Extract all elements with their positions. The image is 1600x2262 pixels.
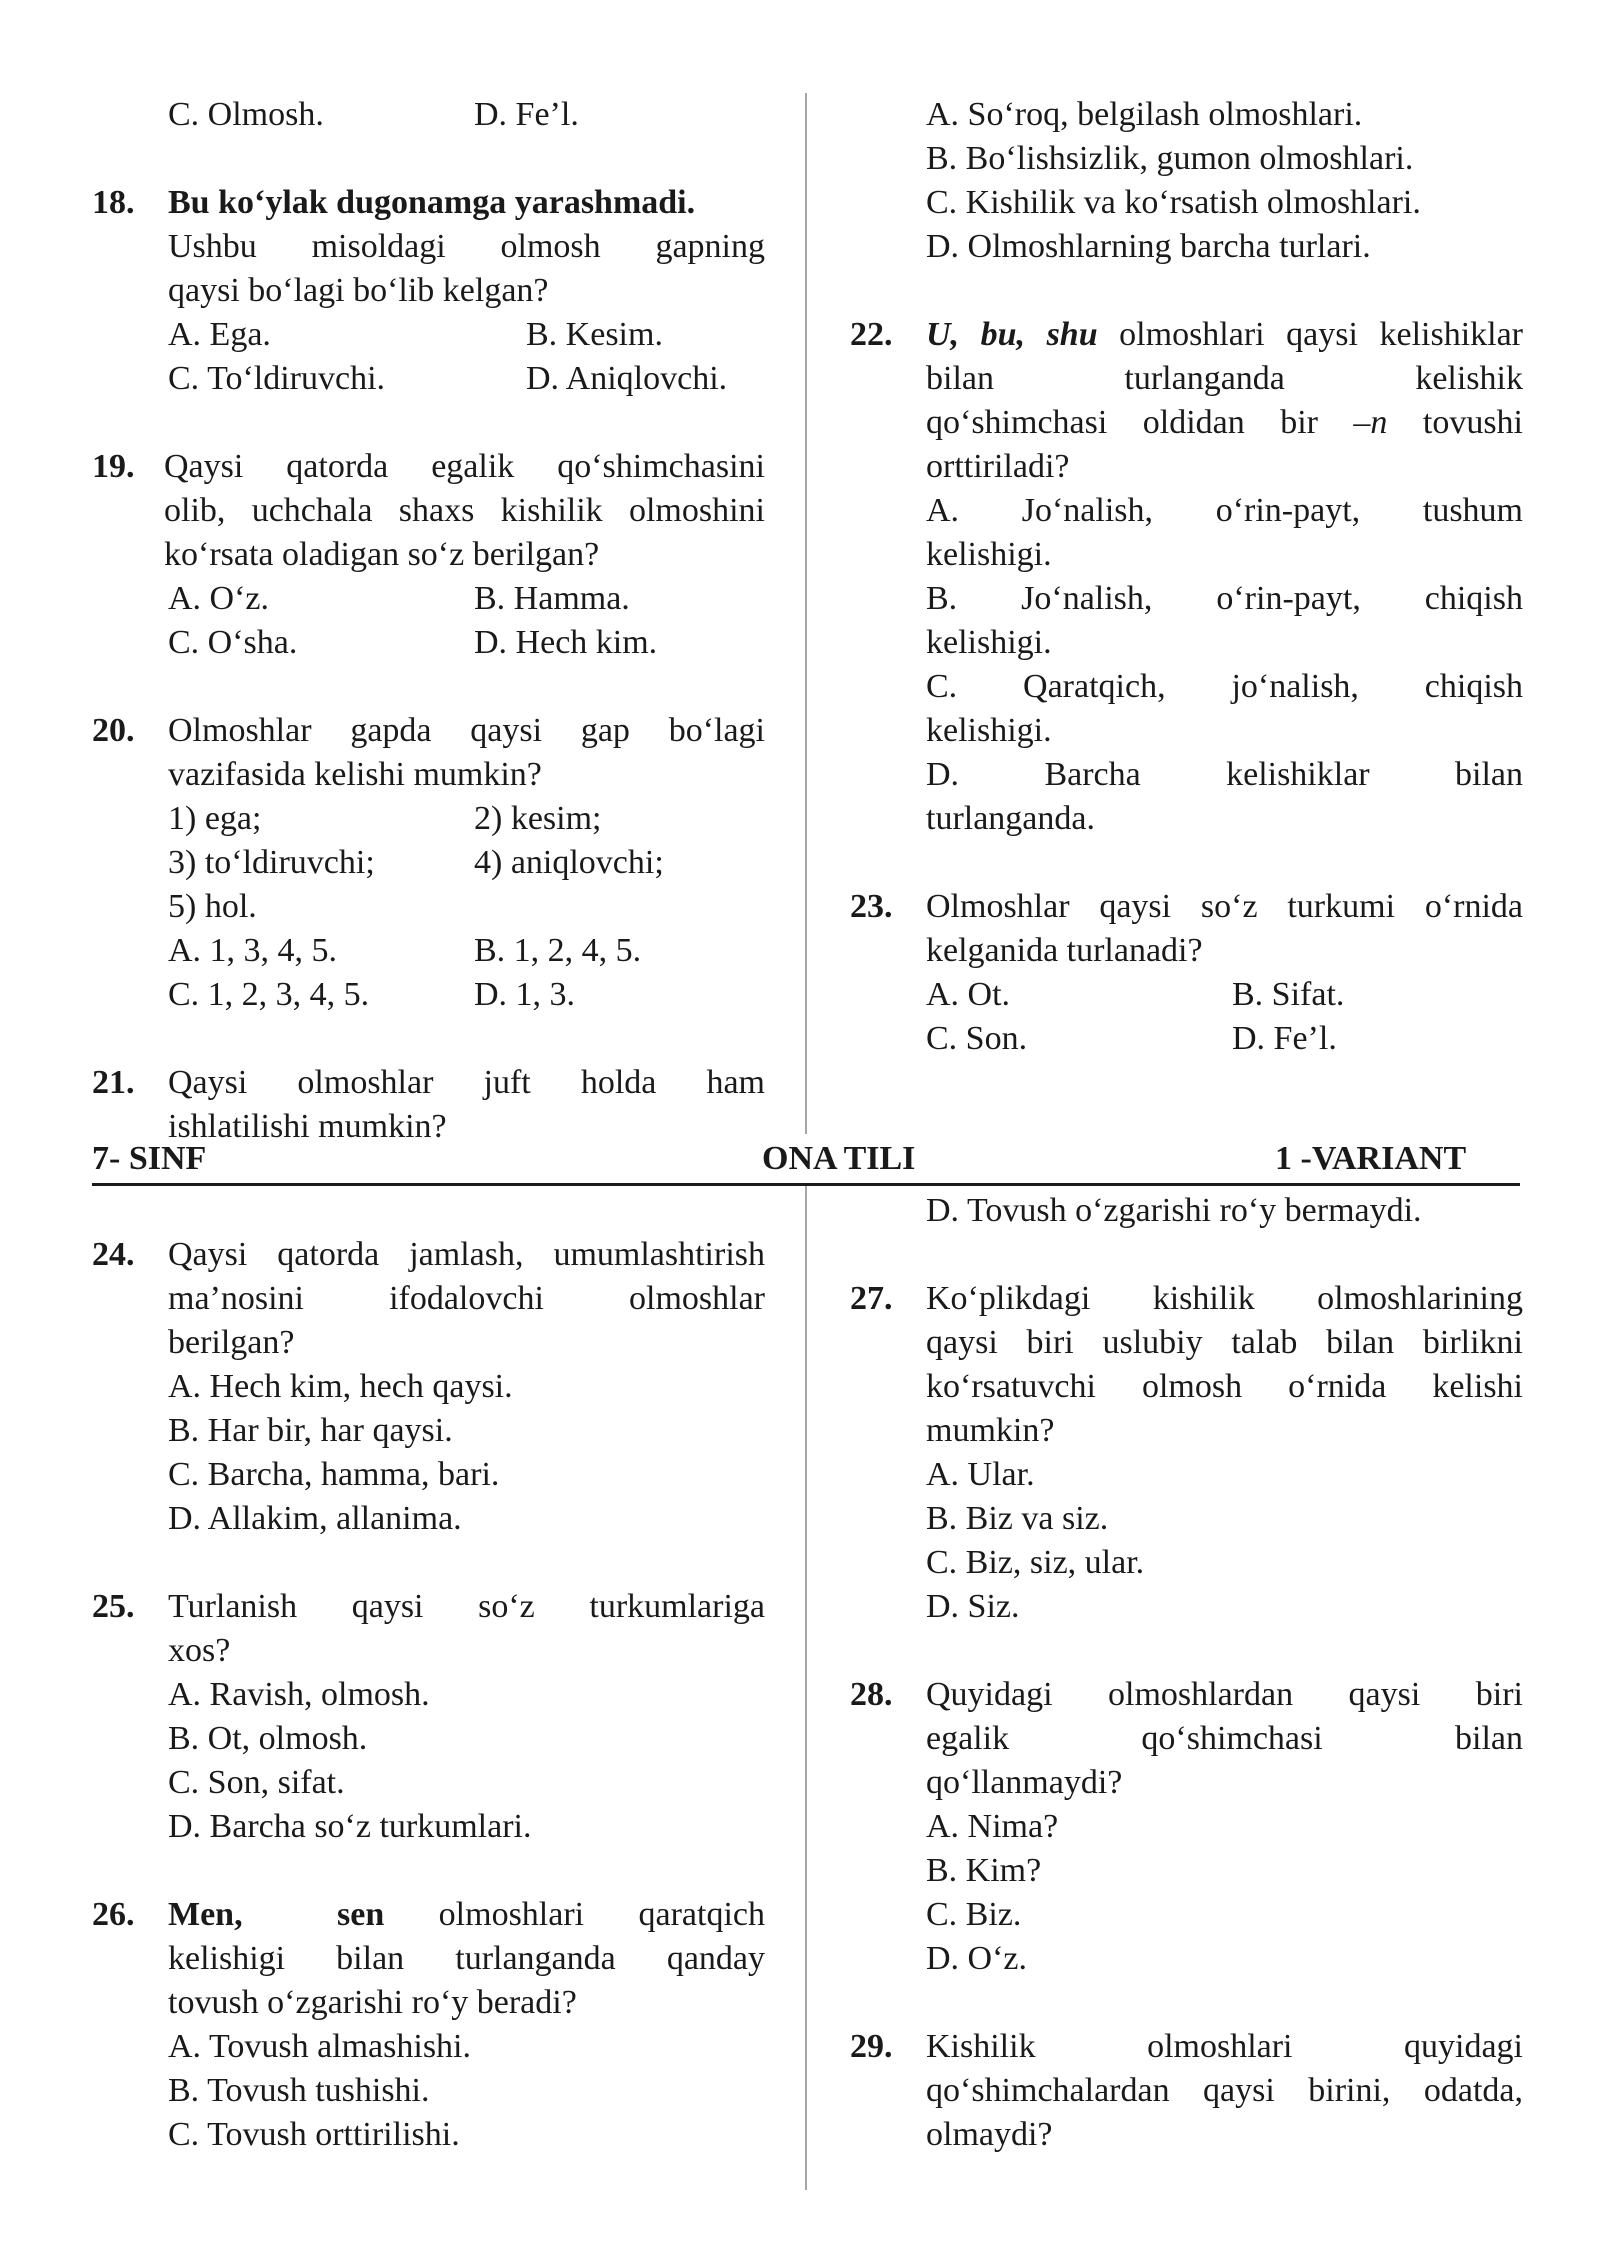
question-21	[92, 1061, 765, 1149]
header-subject: ONA TILI	[762, 1140, 916, 1177]
q19-text-line3: ko‘rsata oladigan so‘z berilgan?	[164, 536, 600, 573]
question-number: 23.	[850, 888, 893, 925]
q22-text-line2-inner: bilan turlanganda kelishik	[926, 360, 1523, 397]
q28-text-line1: Quyidagi olmoshlardan qaysi biri	[926, 1676, 1523, 1713]
q20-option-d: D. 1, 3.	[474, 976, 576, 1013]
q28-option-d: D. O‘z.	[926, 1940, 1028, 1977]
q17-option-d: D. Fe’l.	[474, 96, 579, 133]
q21-option-d: D. Olmoshlarning barcha turlari.	[926, 228, 1371, 265]
question-number: 18.	[92, 184, 135, 221]
q22-pronouns: U, bu, shu	[926, 316, 1098, 353]
q27-text-line4: mumkin?	[926, 1412, 1055, 1449]
question-number: 26.	[92, 1896, 135, 1933]
question-18	[92, 181, 765, 401]
q27-option-c: C. Biz, siz, ular.	[926, 1544, 1145, 1581]
q27-text-line2: qaysi biri uslubiy talab bilan birlikni	[926, 1324, 1523, 1361]
q20-item-5: 5) hol.	[168, 888, 257, 925]
q28-option-a: A. Nima?	[926, 1808, 1059, 1845]
q25-option-d: D. Barcha so‘z turkumlari.	[168, 1808, 532, 1845]
q22-option-b-line2: kelishigi.	[926, 624, 1052, 661]
question-number: 19.	[92, 448, 135, 485]
q22-text-line3-post: tovushi	[1387, 404, 1523, 441]
q27-option-d: D. Siz.	[926, 1588, 1020, 1625]
q22-letter-n: n	[1370, 404, 1388, 441]
q26-option-d: D. Tovush o‘zgarishi ro‘y bermaydi.	[926, 1192, 1422, 1229]
q27-option-a: A. Ular.	[926, 1456, 1035, 1493]
q22-text-line2	[926, 357, 1523, 401]
q27-text-line3: ko‘rsatuvchi olmosh o‘rnida kelishi	[926, 1368, 1523, 1405]
q24-text-line2: ma’nosini ifodalovchi olmoshlar	[168, 1280, 765, 1317]
q20-item-1: 1) ega;	[168, 800, 262, 837]
q26-text-line3: tovush o‘zgarishi ro‘y beradi?	[168, 1984, 577, 2021]
q19-option-d: D. Hech kim.	[474, 624, 658, 661]
q18-option-a: A. Ega.	[168, 316, 271, 353]
q23-option-b: B. Sifat.	[1232, 976, 1345, 1013]
q22-text-line1-rest: olmoshlari qaysi kelishiklar	[1097, 316, 1524, 353]
q21-option-b: B. Bo‘lishsizlik, gumon olmoshlari.	[926, 140, 1414, 177]
question-29	[850, 2025, 1523, 2157]
q24-option-d: D. Allakim, allanima.	[168, 1500, 462, 1537]
q26-text-line1-rest: olmoshlari qaratqich	[438, 1896, 766, 1933]
q17-options-cd	[92, 93, 765, 137]
question-number: 24.	[92, 1236, 135, 1273]
question-number: 22.	[850, 316, 893, 353]
q21-option-a: A. So‘roq, belgilash olmoshlari.	[926, 96, 1363, 133]
q18-option-c: C. To‘ldiruvchi.	[168, 360, 386, 397]
q28-text-line2: egalik qo‘shimchasi bilan	[926, 1720, 1523, 1757]
q24-option-a: A. Hech kim, hech qaysi.	[168, 1368, 513, 1405]
q24-option-b: B. Har bir, har qaysi.	[168, 1412, 453, 1449]
page-header	[92, 1137, 1520, 1181]
header-grade: 7- SINF	[92, 1140, 207, 1177]
q18-option-b: B. Kesim.	[526, 316, 663, 353]
question-25	[92, 1585, 765, 1849]
q28-option-c: C. Biz.	[926, 1896, 1022, 1933]
question-24	[92, 1233, 765, 1541]
question-number: 20.	[92, 712, 135, 749]
q19-option-c: C. O‘sha.	[168, 624, 298, 661]
q19-option-b: B. Hamma.	[474, 580, 630, 617]
column-divider-top	[805, 93, 807, 1134]
q25-option-c: C. Son, sifat.	[168, 1764, 345, 1801]
q18-option-d: D. Aniqlovchi.	[526, 360, 728, 397]
question-number: 21.	[92, 1064, 135, 1101]
question-20	[92, 709, 765, 1017]
q22-option-b-line1: B. Jo‘nalish, o‘rin-payt, chiqish	[926, 580, 1523, 617]
q20-text-line2: vazifasida kelishi mumkin?	[168, 756, 542, 793]
q20-item-3: 3) to‘ldiruvchi;	[168, 844, 375, 881]
question-number: 27.	[850, 1280, 893, 1317]
q29-text-line1: Kishilik olmoshlari quyidagi	[926, 2028, 1523, 2065]
q20-option-a: A. 1, 3, 4, 5.	[168, 932, 338, 969]
bottom-left-column	[92, 1233, 765, 2157]
question-28	[850, 1673, 1523, 1981]
q25-text-line1: Turlanish qaysi so‘z turkumlariga	[168, 1588, 765, 1625]
q19-text-line1: Qaysi qatorda egalik qo‘shimchasini	[164, 448, 765, 485]
top-right-column	[850, 93, 1523, 1061]
q22-text-line3	[926, 401, 1523, 445]
q28-text-line3: qo‘llanmaydi?	[926, 1764, 1123, 1801]
q27-text-line1: Ko‘plikdagi kishilik olmoshlarining	[926, 1280, 1523, 1317]
q29-text-line3: olmaydi?	[926, 2116, 1053, 2153]
q19-option-a: A. O‘z.	[168, 580, 270, 617]
q24-text-line3: berilgan?	[168, 1324, 295, 1361]
q22-text-line4: orttiriladi?	[926, 448, 1070, 485]
q22-option-a-line2: kelishigi.	[926, 536, 1052, 573]
q17-option-c: C. Olmosh.	[168, 96, 324, 133]
q21-text-line2: ishlatilishi mumkin?	[168, 1108, 447, 1145]
question-26	[92, 1893, 765, 2157]
q24-text-line1: Qaysi qatorda jamlash, umumlashtirish	[168, 1236, 765, 1273]
q22-option-d-line1: D. Barcha kelishiklar bilan	[926, 756, 1523, 793]
q26-text-line2: kelishigi bilan turlanganda qanday	[168, 1940, 765, 1977]
q22-text-line3-pre: qo‘shimchasi oldidan bir –	[926, 404, 1371, 441]
q25-text-line2: xos?	[168, 1632, 231, 1669]
q26-text-line1	[168, 1893, 765, 1937]
q20-item-2: 2) kesim;	[474, 800, 602, 837]
q20-option-b: B. 1, 2, 4, 5.	[474, 932, 642, 969]
q18-text-line1: Ushbu misoldagi olmosh gapning	[168, 228, 765, 265]
q20-item-4: 4) aniqlovchi;	[474, 844, 664, 881]
q21-text-line1: Qaysi olmoshlar juft holda ham	[168, 1064, 765, 1101]
bottom-right-column	[850, 1189, 1523, 2157]
question-number: 25.	[92, 1588, 135, 1625]
q26-option-a: A. Tovush almashishi.	[168, 2028, 471, 2065]
question-19	[92, 445, 765, 665]
q28-option-b: B. Kim?	[926, 1852, 1042, 1889]
q22-option-a-line1: A. Jo‘nalish, o‘rin-payt, tushum	[926, 492, 1523, 529]
question-22	[850, 313, 1523, 841]
q21-option-c: C. Kishilik va ko‘rsatish olmoshlari.	[926, 184, 1421, 221]
question-number: 28.	[850, 1676, 893, 1713]
top-left-column	[92, 93, 765, 1149]
q26-option-b: B. Tovush tushishi.	[168, 2072, 430, 2109]
q20-text-line1: Olmoshlar gapda qaysi gap bo‘lagi	[168, 712, 765, 749]
q22-option-c-line1: C. Qaratqich, jo‘nalish, chiqish	[926, 668, 1523, 705]
q22-option-c-line2: kelishigi.	[926, 712, 1052, 749]
q18-example-sentence: Bu ko‘ylak dugonamga yarashmadi.	[168, 184, 696, 221]
q27-option-b: B. Biz va siz.	[926, 1500, 1109, 1537]
q24-option-c: C. Barcha, hamma, bari.	[168, 1456, 500, 1493]
column-divider-bottom	[805, 1186, 807, 2190]
q29-text-line2: qo‘shimchalardan qaysi birini, odatda,	[926, 2072, 1523, 2109]
q23-option-c: C. Son.	[926, 1020, 1028, 1057]
q22-option-d-line2: turlanganda.	[926, 800, 1095, 837]
q23-text-line1: Olmoshlar qaysi so‘z turkumi o‘rnida	[926, 888, 1523, 925]
question-27	[850, 1277, 1523, 1629]
question-number: 29.	[850, 2028, 893, 2065]
q25-option-a: A. Ravish, olmosh.	[168, 1676, 430, 1713]
q26-pronouns: Men, sen	[168, 1896, 385, 1933]
q20-option-c: C. 1, 2, 3, 4, 5.	[168, 976, 370, 1013]
q19-text-line2: olib, uchchala shaxs kishilik olmoshini	[164, 492, 765, 529]
q25-option-b: B. Ot, olmosh.	[168, 1720, 368, 1757]
q23-option-a: A. Ot.	[926, 976, 1011, 1013]
q18-text-line2: qaysi bo‘lagi bo‘lib kelgan?	[168, 272, 549, 309]
header-variant: 1 -VARIANT	[1275, 1140, 1467, 1177]
q23-text-line2: kelganida turlanadi?	[926, 932, 1203, 969]
q26-option-c: C. Tovush orttirilishi.	[168, 2116, 460, 2153]
question-23	[850, 885, 1523, 1061]
q21-answers	[850, 93, 1523, 269]
q22-text-line1	[926, 313, 1523, 357]
q23-option-d: D. Fe’l.	[1232, 1020, 1337, 1057]
